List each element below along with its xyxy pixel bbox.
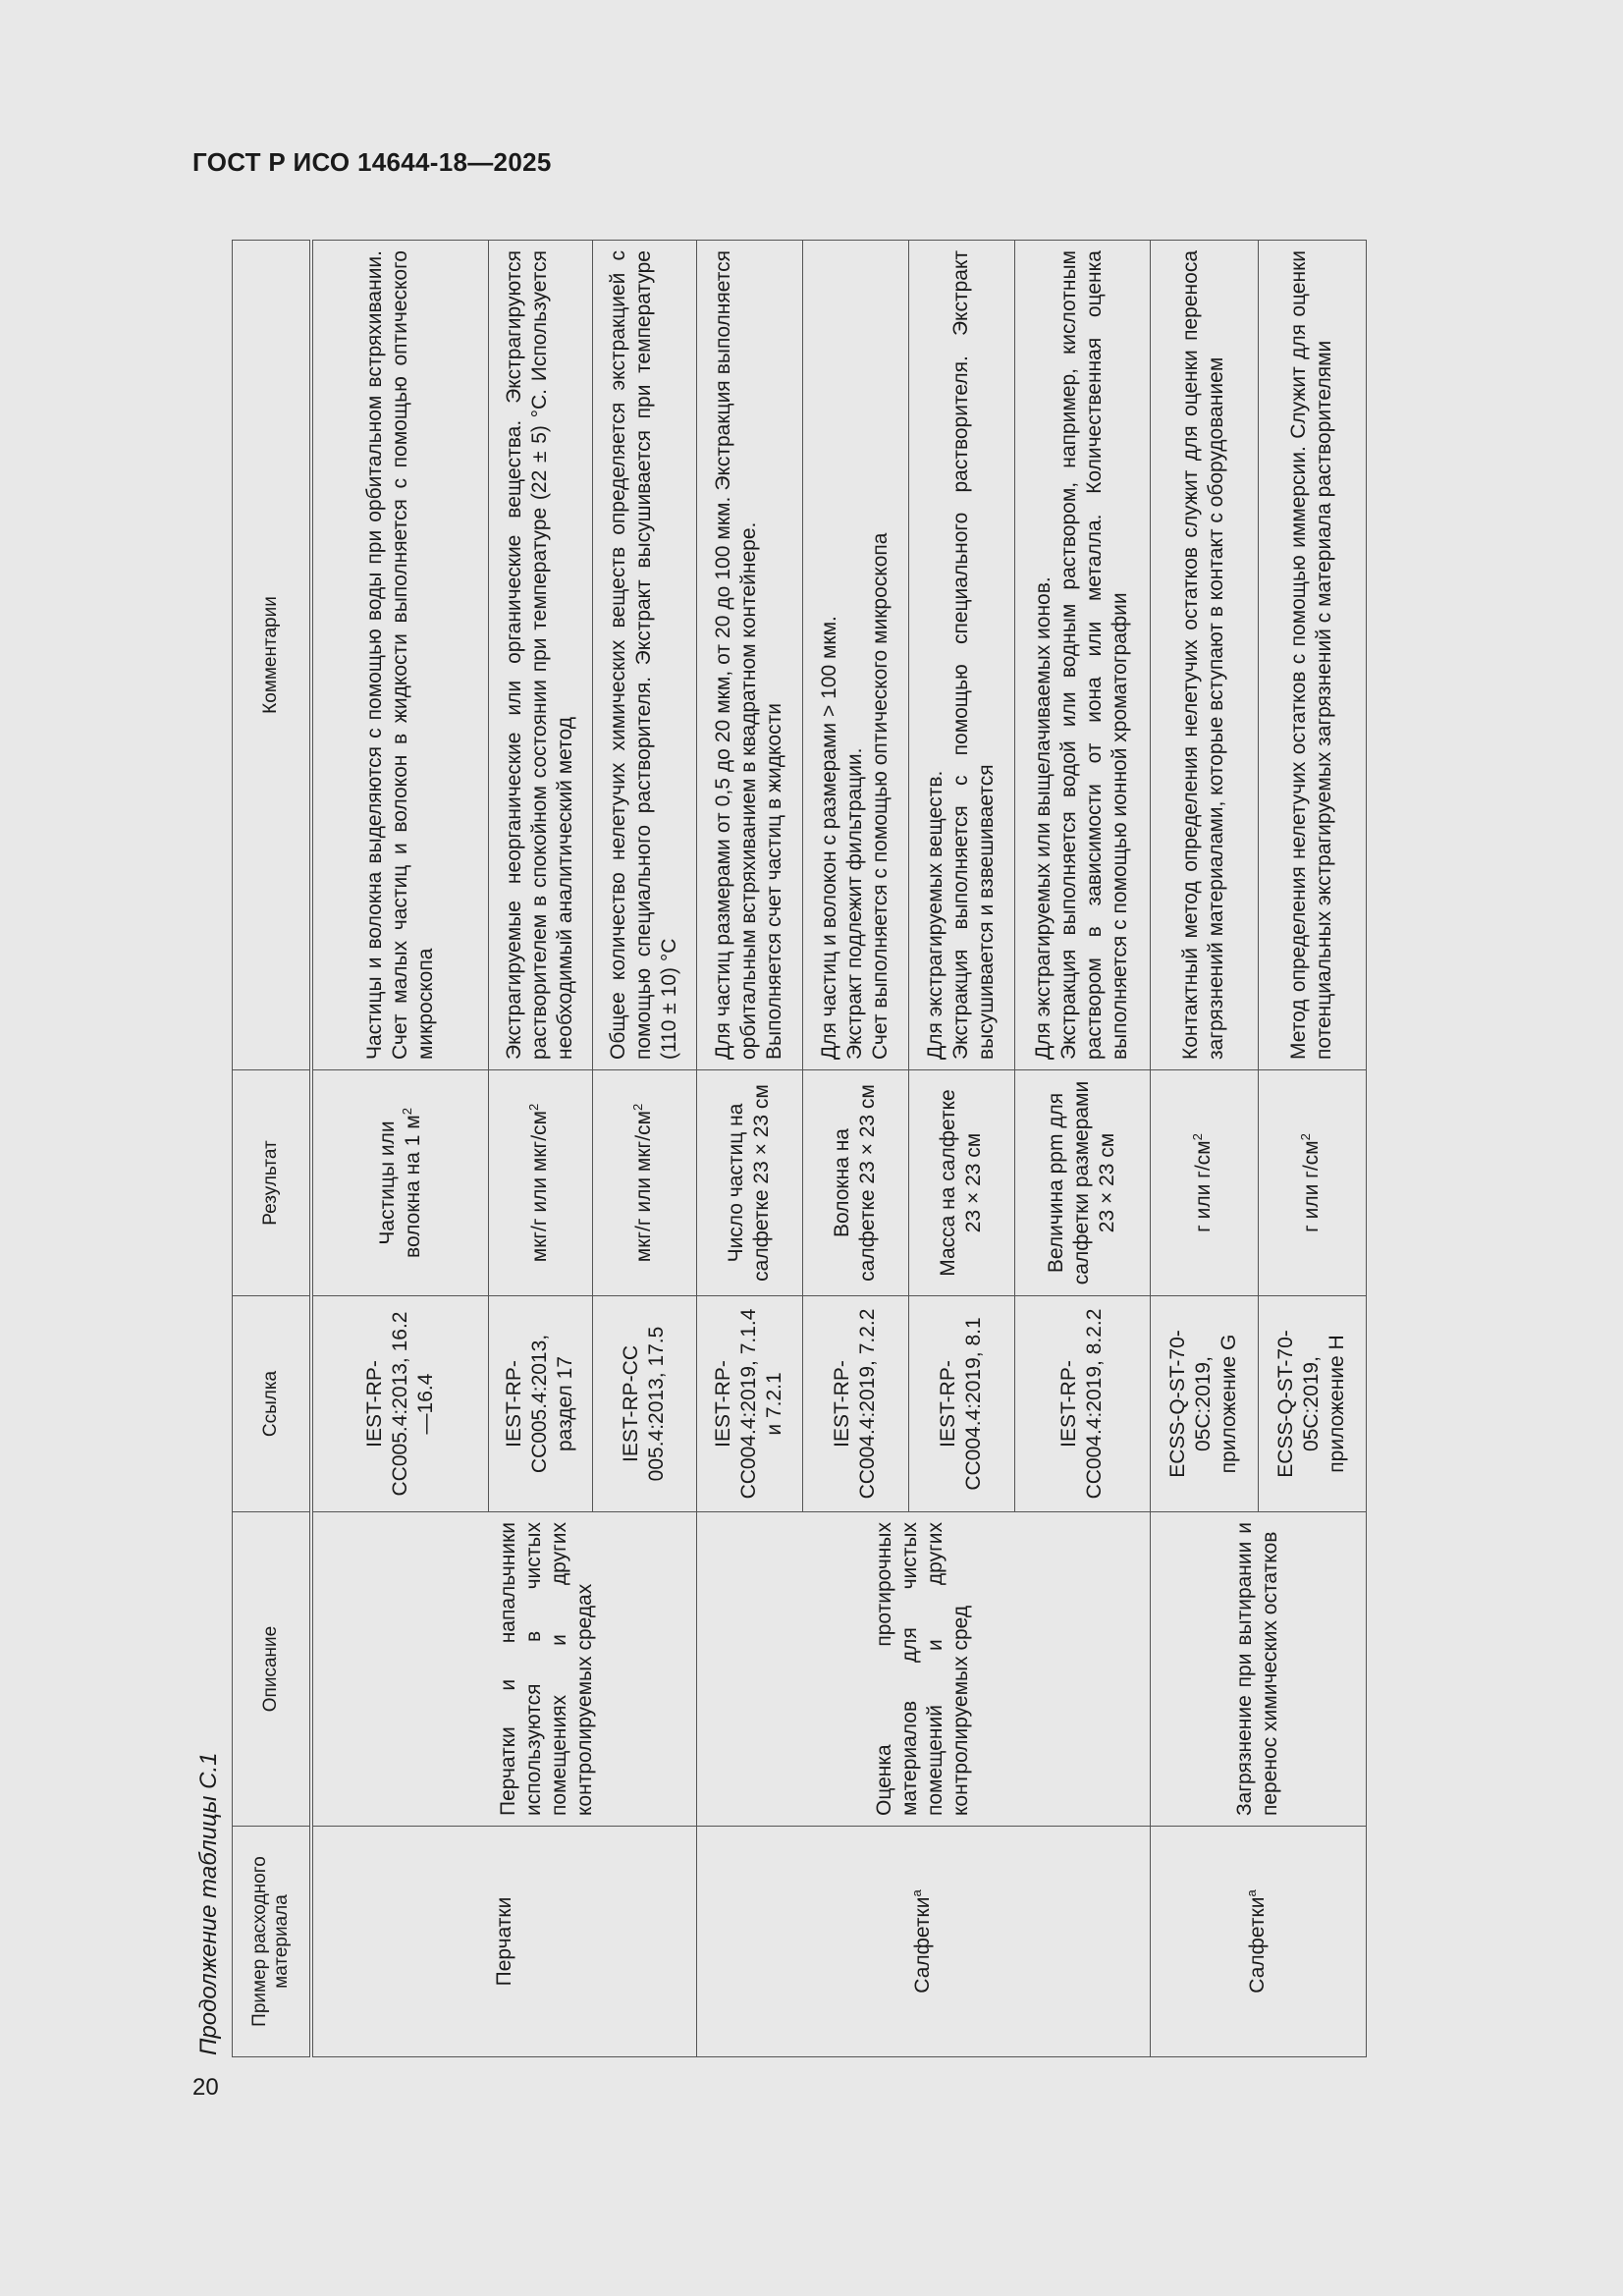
table-row [311,241,488,2057]
result-cell: Число частиц на салфетке 23 × 23 см [696,1070,802,1296]
comment-cell: Контактный метод определения нелетучих остатков служит для оценки переноса загрязнений материалами, которые вступают в контакт с оборудованием [1150,241,1258,1070]
reference-cell: ECSS-Q-ST-70-05C:2019, приложение H [1258,1296,1366,1512]
comment-cell: Экстрагируемые неорганические или органические вещества. Экстрагируются растворителем в спокойном состоянии при температуре (22 ± 5) °С. Используется необходимый аналитический метод [488,241,592,1070]
reference-cell: IEST-RP-CC004.4:2019, 7.2.2 [802,1296,908,1512]
consumables-table [232,240,1367,2057]
table-row [1150,241,1258,2057]
result-cell: мкг/г или мкг/$см^2$ [488,1070,592,1296]
result-cell: Масса на салфетке 23 × 23 см [908,1070,1014,1296]
reference-cell: IEST-RP-CC004.4:2019, 7.1.4 и 7.2.1 [696,1296,802,1512]
description-cell: Загрязнение при вытирании и перенос химических остатков [1150,1512,1366,1827]
description-cell: Оценка протирочных материалов для чистых помещений и других контролируемых сред [696,1512,1150,1827]
reference-cell: IEST-RP-CC 005.4:2013, 17.5 [592,1296,696,1512]
comment-cell: Частицы и волокна выделяются с помощью воды при орбитальном встряхивании. Счет малых частиц и волокон в жидкости выполняется с помощью оптического микроскопа [311,241,488,1070]
column-header-result: Результат [233,1070,312,1296]
description-cell: Перчатки и напальчники используются в чистых помещениях и других контролируемых средах [488,1512,696,1827]
comment-cell: Для экстрагируемых или выщелачиваемых ионов. Экстракция выполняется водой или водным раствором, например, кислотным раствором в зависимости от иона или металла. Количественная оценка выполняется с помощью ионной хроматографии [1014,241,1150,1070]
result-cell: Частицы или волокна на 1 $м^2$ [311,1070,488,1296]
comment-cell: Для частиц и волокон с размерами > 100 мкм. Экстракт подлежит фильтрации. Счет выполняется с помощью оптического микроскопа [802,241,908,1070]
example-cell: Салфетки$^a$ [696,1827,1150,2057]
comment-cell: Для экстрагируемых веществ. Экстракция выполняется с помощью специального растворителя. Экстракт высушивается и взвешивается [908,241,1014,1070]
column-header-example: Пример расходного материала [233,1827,312,2057]
example-cell: Перчатки [311,1827,696,2057]
reference-cell: ECSS-Q-ST-70-05C:2019, приложение G [1150,1296,1258,1512]
table-caption: Продолжение таблицы С.1 [195,1752,222,2055]
table-header-row [233,241,312,2057]
document-header: ГОСТ Р ИСО 14644-18—2025 [192,147,552,177]
comment-cell: Для частиц размерами от 0,5 до 20 мкм, от 20 до 100 мкм. Экстракция выполняется орбитальным встряхиванием в квадратном контейнере. Выполняется счет частиц в жидкости [696,241,802,1070]
rotated-table-page [192,211,1348,2057]
result-cell: г или $г/см^2$ [1258,1070,1366,1296]
page-number: 20 [192,2074,219,2101]
table-row [696,241,802,2057]
reference-cell: IEST-RP-CC004.4:2019, 8.2.2 [1014,1296,1150,1512]
column-header-description: Описание [233,1512,312,1827]
example-cell: Салфетки$^a$ [1150,1827,1366,2057]
description-cell [311,1512,488,1827]
result-cell: г или $г/см^2$ [1150,1070,1258,1296]
reference-cell: IEST-RP-CC005.4:2013, раздел 17 [488,1296,592,1512]
table-row [488,241,592,2057]
column-header-comments: Комментарии [233,241,312,1070]
column-header-reference: Ссылка [233,1296,312,1512]
comment-cell: Общее количество нелетучих химических веществ определяется экстракцией с помощью специального растворителя. Экстракт высушивается при температуре (110 ± 10) °С [592,241,696,1070]
comment-cell: Метод определения нелетучих остатков с помощью иммерсии. Служит для оценки потенциальных экстрагируемых загрязнений с материала растворителями [1258,241,1366,1070]
result-cell: Величина ppm для салфетки размерами 23 × 23 см [1014,1070,1150,1296]
result-cell: мкг/г или мкг/$см^2$ [592,1070,696,1296]
reference-cell: IEST-RP-CC005.4:2013, 16.2—16.4 [311,1296,488,1512]
reference-cell: IEST-RP-CC004.4:2019, 8.1 [908,1296,1014,1512]
result-cell: Волокна на салфетке 23 × 23 см [802,1070,908,1296]
